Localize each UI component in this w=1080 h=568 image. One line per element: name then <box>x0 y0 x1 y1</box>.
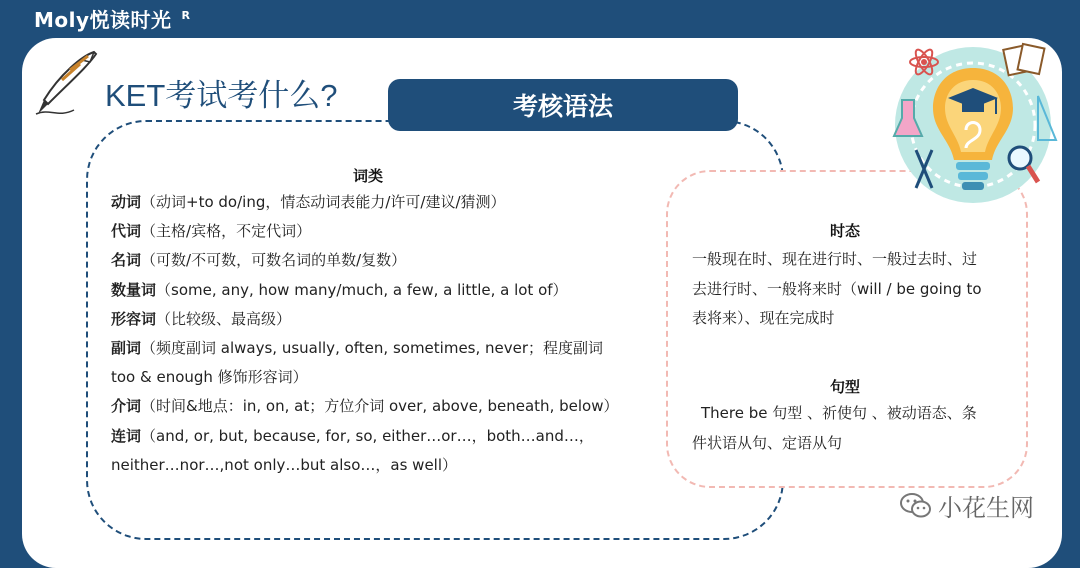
lightbulb-graduation-icon <box>888 40 1063 225</box>
tense-text: 一般现在时、现在进行时、一般过去时、过 去进行时、一般将来时（will / be going to 表将来）、现在完成时 <box>692 250 982 327</box>
word-class-heading: 词类 <box>353 167 384 185</box>
list-item-continued: too & enough 修饰形容词） <box>111 368 308 387</box>
list-item: 代词（主格/宾格，不定代词） <box>111 222 312 241</box>
watermark-text: 小花生网 <box>938 494 1034 522</box>
list-item: 形容词（比较级、最高级） <box>111 309 292 328</box>
list-item: 数量词（some, any, how many/much, a few, a little, a lot of） <box>111 280 568 299</box>
registered-mark: R <box>181 9 191 23</box>
list-item: 名词（可数/不可数，可数名词的单数/复数） <box>111 251 407 270</box>
list-item-continued: neither…nor…,not only…but also…，as well） <box>111 455 458 474</box>
list-item: 介词（时间&地点：in, on, at；方位介词 over, above, beneath, below） <box>111 397 619 416</box>
list-item: 副词（频度副词 always, usually, often, sometimes, never；程度副词 <box>111 338 604 357</box>
brand-name: Moly悦读时光 <box>34 8 172 32</box>
sentence-heading: 句型 <box>830 378 861 396</box>
list-item: 动词（动词+to do/ing，情态动词表能力/许可/建议/猜测） <box>111 193 506 211</box>
brand-logo <box>34 4 191 33</box>
sentence-text: There be 句型 、祈使句 、被动语态、条 件状语从句、定语从句 <box>692 404 977 452</box>
watermark <box>900 488 1034 523</box>
list-item: 连词（and, or, but, because, for, so, either…or…，both…and…， <box>111 426 594 445</box>
word-class-list <box>111 188 618 480</box>
tense-heading: 时态 <box>830 222 861 240</box>
page-title: KET考试考什么? <box>105 78 338 113</box>
wechat-icon <box>900 492 932 520</box>
quill-pen-icon <box>30 48 102 120</box>
section-title-button[interactable]: 考核语法 <box>388 79 738 131</box>
